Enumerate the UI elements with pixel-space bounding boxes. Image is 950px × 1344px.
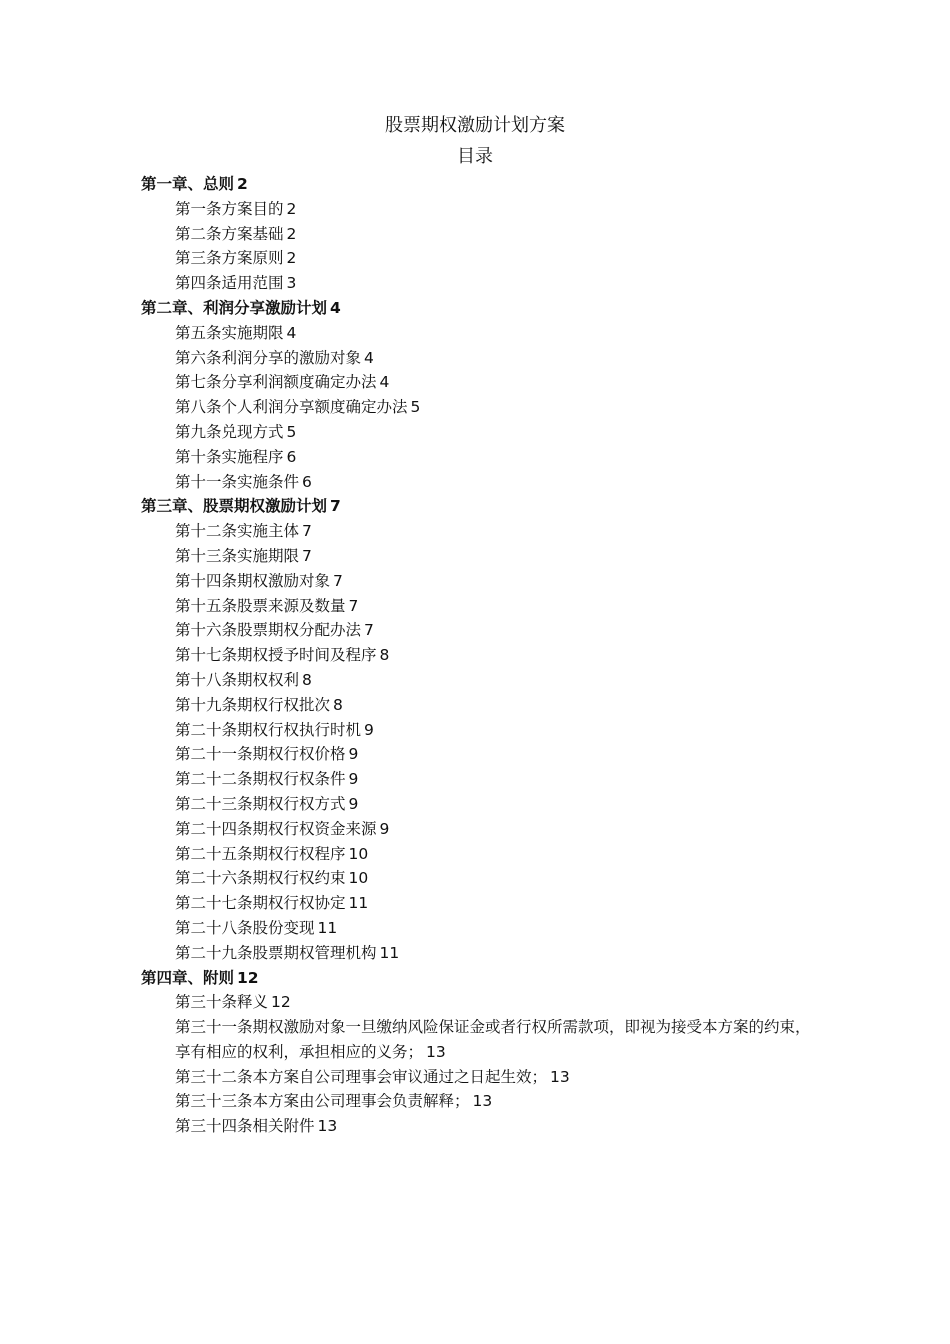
toc-entry-text: 第一条方案目的 bbox=[175, 199, 284, 218]
toc-page-number: 11 bbox=[348, 894, 369, 913]
toc-entry-text: 第一章、总则 bbox=[141, 175, 235, 193]
toc-entry-text: 第十八条期权权利 bbox=[175, 670, 300, 689]
toc-article[interactable] bbox=[141, 519, 821, 544]
toc-page-number: 13 bbox=[550, 1067, 570, 1086]
toc-page-number: 7 bbox=[364, 621, 374, 640]
toc-page-number: 6 bbox=[286, 447, 297, 466]
toc-page-number: 9 bbox=[348, 770, 359, 789]
toc-article[interactable] bbox=[141, 370, 821, 395]
toc-article[interactable] bbox=[141, 271, 821, 296]
toc-entry-text: 第十七条期权授予时间及程序 bbox=[175, 646, 377, 665]
toc-article[interactable] bbox=[141, 792, 821, 817]
toc-article[interactable] bbox=[141, 990, 821, 1015]
toc-entry-text: 第七条分享利润额度确定办法 bbox=[175, 373, 377, 392]
toc-page-number: 11 bbox=[317, 918, 338, 937]
toc-article[interactable] bbox=[141, 866, 821, 891]
toc-page-number: 7 bbox=[302, 546, 312, 565]
toc-article[interactable] bbox=[141, 891, 821, 916]
toc-entry-text: 第十六条股票期权分配办法 bbox=[175, 621, 362, 640]
toc-page-number: 9 bbox=[379, 819, 390, 838]
toc-page-number: 5 bbox=[410, 398, 421, 417]
toc-entry-text: 第三章、股票期权激励计划 bbox=[141, 497, 328, 516]
toc-entry-text: 第三条方案原则 bbox=[175, 249, 284, 268]
toc-page-number: 4 bbox=[330, 298, 341, 317]
toc-entry-text: 第三十一条期权激励对象一旦缴纳风险保证金或者行权所需款项，即视为接受本方案的约束，享有相应的权利，承担相应的义务； bbox=[175, 1018, 811, 1061]
toc-entry-text: 第二十二条期权行权条件 bbox=[175, 770, 346, 789]
toc-article[interactable] bbox=[141, 1015, 821, 1065]
toc-entry-text: 第二十七条期权行权协定 bbox=[175, 894, 346, 913]
toc-chapter[interactable] bbox=[141, 296, 821, 321]
toc-page-number: 7 bbox=[302, 522, 312, 541]
toc-page-number: 4 bbox=[379, 373, 390, 392]
toc-entry-text: 第十三条实施期限 bbox=[175, 546, 300, 565]
toc-entry-text: 第二条方案基础 bbox=[175, 224, 284, 243]
toc-entry-text: 第十五条股票来源及数量 bbox=[175, 596, 346, 615]
toc-page-number: 10 bbox=[348, 844, 369, 863]
table-of-contents bbox=[141, 172, 821, 1139]
toc-page-number: 8 bbox=[302, 670, 312, 689]
toc-entry-text: 第十条实施程序 bbox=[175, 447, 284, 466]
toc-article[interactable] bbox=[141, 817, 821, 842]
toc-page-number: 2 bbox=[286, 249, 297, 268]
document-title: 股票期权激励计划方案 bbox=[385, 115, 565, 136]
toc-entry-text: 第十四条期权激励对象 bbox=[175, 571, 331, 590]
toc-entry-text: 第九条兑现方式 bbox=[175, 422, 284, 441]
toc-entry-text: 第二十四条期权行权资金来源 bbox=[175, 819, 377, 838]
toc-page-number: 6 bbox=[302, 472, 312, 491]
toc-page-number: 3 bbox=[286, 274, 297, 293]
toc-entry-text: 第六条利润分享的激励对象 bbox=[175, 348, 362, 367]
toc-article[interactable] bbox=[141, 767, 821, 792]
toc-entry-text: 第二十八条股份变现 bbox=[175, 918, 315, 937]
toc-article[interactable] bbox=[141, 395, 821, 420]
toc-page-number: 4 bbox=[286, 323, 297, 342]
toc-article[interactable] bbox=[141, 916, 821, 941]
toc-entry-text: 第二十三条期权行权方式 bbox=[175, 794, 346, 813]
toc-article[interactable] bbox=[141, 470, 821, 495]
toc-entry-text: 第三十条释义 bbox=[175, 993, 269, 1012]
toc-page-number: 12 bbox=[271, 993, 291, 1012]
toc-article[interactable] bbox=[141, 246, 821, 271]
toc-entry-text: 第五条实施期限 bbox=[175, 323, 284, 342]
toc-entry-text: 第四章、附则 bbox=[141, 968, 235, 987]
toc-page-number: 9 bbox=[348, 794, 359, 813]
toc-entry-text: 第二十九条股票期权管理机构 bbox=[175, 943, 377, 962]
toc-article[interactable] bbox=[141, 445, 821, 470]
toc-page-number: 2 bbox=[237, 175, 248, 193]
toc-article[interactable] bbox=[141, 742, 821, 767]
toc-article[interactable] bbox=[141, 569, 821, 594]
toc-entry-text: 第八条个人利润分享额度确定办法 bbox=[175, 398, 408, 417]
toc-chapter[interactable] bbox=[141, 966, 821, 991]
toc-page-number: 8 bbox=[379, 646, 390, 665]
toc-article[interactable] bbox=[141, 1089, 821, 1114]
toc-entry-text: 第三十二条本方案自公司理事会审议通过之日起生效； bbox=[175, 1067, 548, 1086]
toc-article[interactable] bbox=[141, 941, 821, 966]
toc-entry-text: 第三十三条本方案由公司理事会负责解释； bbox=[175, 1092, 470, 1111]
toc-page-number: 7 bbox=[348, 596, 359, 615]
toc-page-number: 8 bbox=[333, 695, 343, 714]
toc-article[interactable] bbox=[141, 718, 821, 743]
toc-page-number: 10 bbox=[348, 869, 369, 888]
toc-article[interactable] bbox=[141, 346, 821, 371]
toc-article[interactable] bbox=[141, 1065, 821, 1090]
toc-page-number: 13 bbox=[426, 1042, 446, 1061]
toc-entry-text: 第十九条期权行权批次 bbox=[175, 695, 331, 714]
toc-page-number: 2 bbox=[286, 199, 297, 218]
toc-entry-text: 第十二条实施主体 bbox=[175, 522, 300, 541]
toc-article[interactable] bbox=[141, 594, 821, 619]
toc-page-number: 13 bbox=[472, 1092, 493, 1111]
toc-article[interactable] bbox=[141, 321, 821, 346]
toc-chapter[interactable] bbox=[141, 172, 821, 197]
toc-article[interactable] bbox=[141, 618, 821, 643]
toc-article[interactable] bbox=[141, 197, 821, 222]
toc-article[interactable] bbox=[141, 420, 821, 445]
toc-article[interactable] bbox=[141, 693, 821, 718]
toc-entry-text: 第二十一条期权行权价格 bbox=[175, 745, 346, 764]
toc-article[interactable] bbox=[141, 1114, 821, 1139]
toc-page-number: 4 bbox=[364, 348, 374, 367]
toc-page-number: 7 bbox=[333, 571, 343, 590]
toc-entry-text: 第二章、利润分享激励计划 bbox=[141, 298, 328, 317]
toc-page-number: 9 bbox=[348, 745, 359, 764]
toc-page-number: 13 bbox=[317, 1117, 338, 1136]
toc-page-number: 9 bbox=[364, 720, 374, 739]
toc-entry-text: 第二十条期权行权执行时机 bbox=[175, 720, 362, 739]
toc-article[interactable] bbox=[141, 222, 821, 247]
toc-article[interactable] bbox=[141, 643, 821, 668]
toc-article[interactable] bbox=[141, 668, 821, 693]
toc-heading: 目录 bbox=[457, 146, 493, 167]
toc-entry-text: 第二十五条期权行权程序 bbox=[175, 844, 346, 863]
toc-page-number: 2 bbox=[286, 224, 297, 243]
toc-article[interactable] bbox=[141, 842, 821, 867]
toc-entry-text: 第二十六条期权行权约束 bbox=[175, 869, 346, 888]
toc-article[interactable] bbox=[141, 544, 821, 569]
toc-page-number: 12 bbox=[237, 968, 259, 987]
toc-entry-text: 第四条适用范围 bbox=[175, 274, 284, 293]
toc-page-number: 5 bbox=[286, 422, 297, 441]
toc-entry-text: 第十一条实施条件 bbox=[175, 472, 300, 491]
toc-entry-text: 第三十四条相关附件 bbox=[175, 1117, 315, 1136]
toc-page-number: 11 bbox=[379, 943, 400, 962]
toc-chapter[interactable] bbox=[141, 494, 821, 519]
toc-page-number: 7 bbox=[330, 497, 341, 516]
